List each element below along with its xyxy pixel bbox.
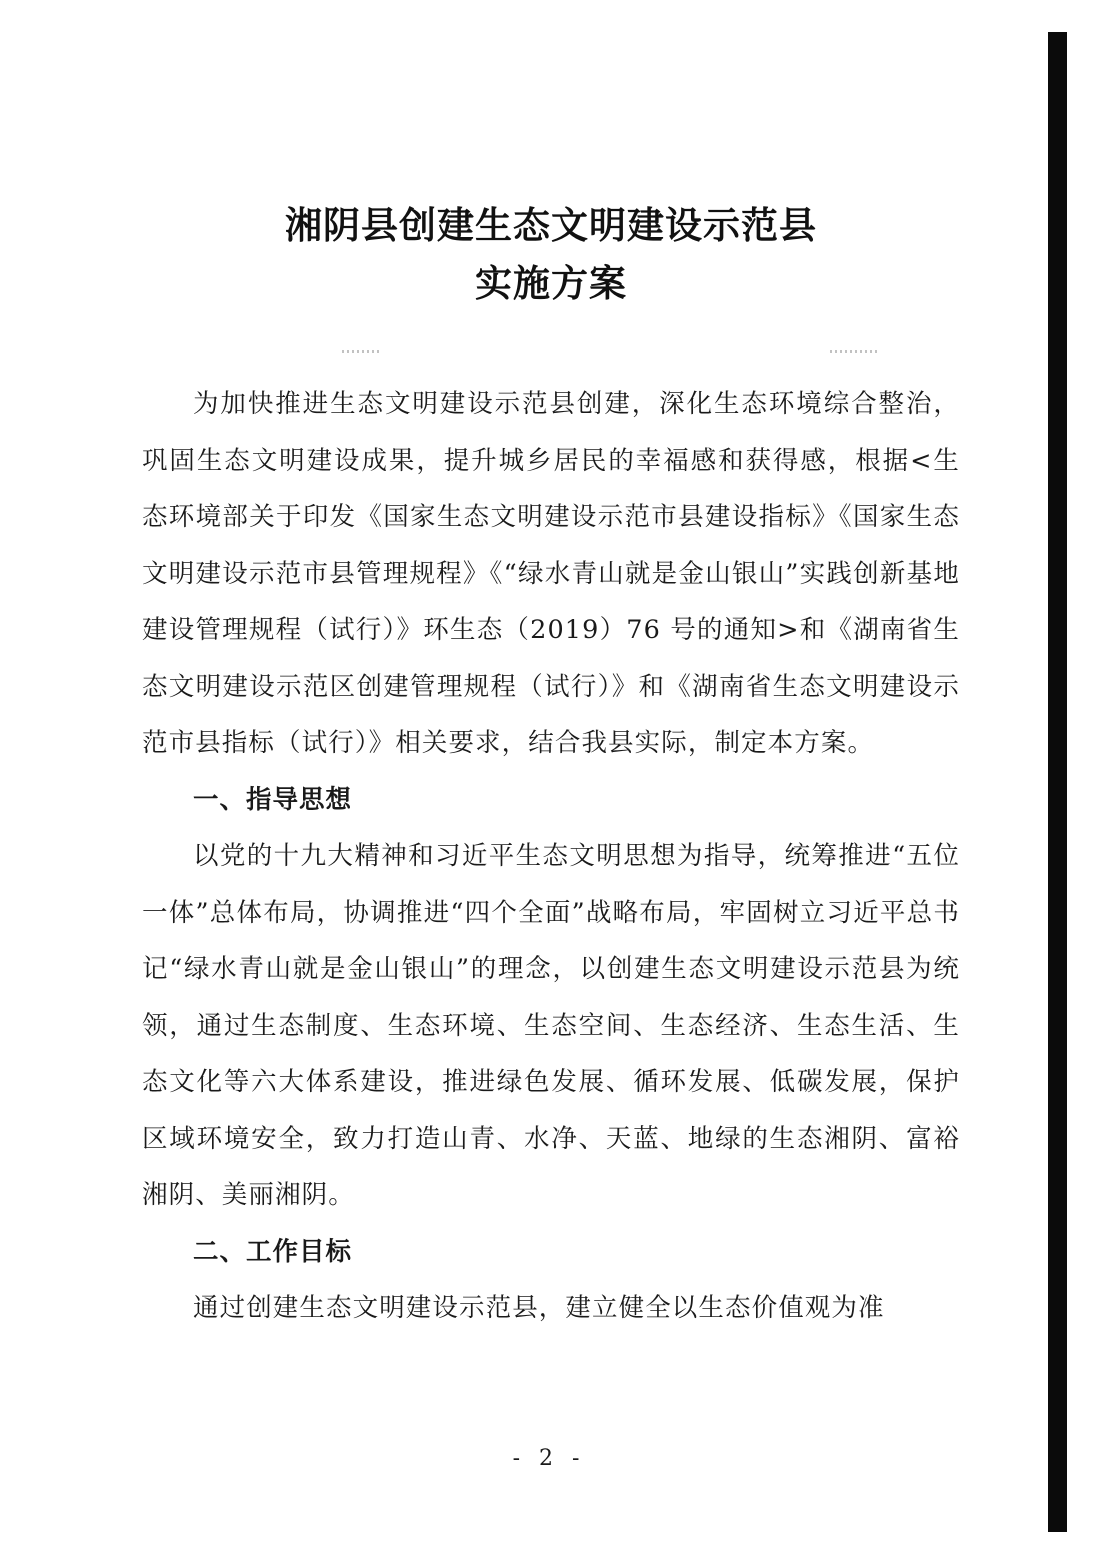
section-heading-guiding-ideology: 一、指导思想 bbox=[193, 784, 353, 815]
guiding-ideology-paragraph: 以党的十九大精神和习近平生态文明思想为指导，统筹推进“五位一体”总体布局，协调推进“四个全面”战略布局，牢固树立习近平总书记“绿水青山就是金山银山”的理念，以创建生态文明建设示范县为统领，通过生态制度、生态环境、生态空间、生态经济、生态生活、生态文化等六大体系建设，推进绿色发展、循环发展、低碳发展，保护区域环境安全，致力打造山青、水净、天蓝、地绿的生态湘阴、富裕湘阴、美丽湘阴。 bbox=[142, 841, 960, 1210]
work-goals-paragraph: 通过创建生态文明建设示范县，建立健全以生态价值观为准 bbox=[193, 1293, 885, 1323]
scan-speck bbox=[830, 350, 878, 353]
section-heading-work-goals: 二、工作目标 bbox=[193, 1236, 353, 1267]
scan-speck bbox=[342, 350, 382, 353]
scan-noise bbox=[142, 312, 960, 376]
document-page bbox=[142, 196, 960, 1337]
page-number: - 2 - bbox=[512, 1446, 586, 1471]
scan-edge-bar bbox=[1048, 32, 1067, 1532]
document-title-line2: 实施方案 bbox=[475, 261, 627, 305]
intro-paragraph: 为加快推进生态文明建设示范县创建，深化生态环境综合整治，巩固生态文明建设成果，提升城乡居民的幸福感和获得感，根据<生态环境部关于印发《国家生态文明建设示范市县建设指标》《国家生态文明建设示范市县管理规程》《“绿水青山就是金山银山”实践创新基地建设管理规程（试行）》环生态（2019）76 号的通知>和《湖南省生态文明建设示范区创建管理规程（试行）》和《湖南省生态文明建设示范市县指标（试行）》相关要求，结合我县实际，制定本方案。 bbox=[142, 389, 960, 758]
document-title-line1: 湘阴县创建生态文明建设示范县 bbox=[285, 203, 817, 247]
